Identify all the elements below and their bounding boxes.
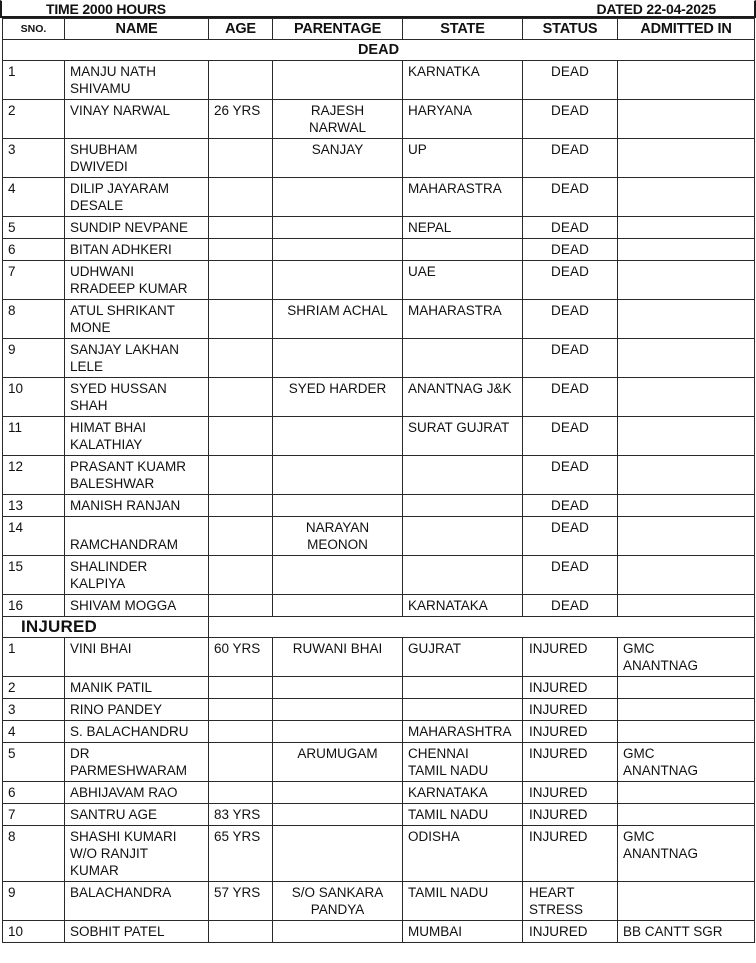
cell-age: 83 YRS (209, 804, 273, 826)
injured-rows-body (3, 638, 755, 943)
cell-sno: 1 (3, 61, 65, 100)
table-row (3, 139, 755, 178)
dead-section (3, 40, 755, 61)
cell-state: UAE (403, 261, 523, 300)
cell-age (209, 178, 273, 217)
cell-status: INJURED (523, 804, 618, 826)
cell-name: ABHIJAVAM RAO (65, 782, 209, 804)
cell-sno: 9 (3, 339, 65, 378)
cell-sno: 6 (3, 239, 65, 261)
table-row (3, 378, 755, 417)
cell-sno: 3 (3, 699, 65, 721)
section-band-injured-label: INJURED (3, 617, 209, 638)
cell-status: INJURED (523, 921, 618, 943)
cell-sno: 14 (3, 517, 65, 556)
table-row (3, 743, 755, 782)
cell-parentage: S/O SANKARA PANDYA (273, 882, 403, 921)
cell-status: INJURED (523, 677, 618, 699)
cell-admitted-in (618, 378, 755, 417)
cell-age (209, 239, 273, 261)
table-row (3, 100, 755, 139)
cell-name: UDHWANI RRADEEP KUMAR (65, 261, 209, 300)
cell-name: PRASANT KUAMR BALESHWAR (65, 456, 209, 495)
cell-age (209, 300, 273, 339)
cell-name: VINI BHAI (65, 638, 209, 677)
cell-age (209, 261, 273, 300)
cell-parentage: ARUMUGAM (273, 743, 403, 782)
cell-state (403, 339, 523, 378)
cell-sno: 1 (3, 638, 65, 677)
cell-parentage: RUWANI BHAI (273, 638, 403, 677)
cell-state: TAMIL NADU (403, 804, 523, 826)
cell-sno: 2 (3, 677, 65, 699)
cell-admitted-in (618, 417, 755, 456)
cell-admitted-in (618, 556, 755, 595)
column-header-admitted-in: ADMITTED IN (618, 19, 755, 40)
cell-sno: 3 (3, 139, 65, 178)
cell-status: DEAD (523, 239, 618, 261)
injured-section (3, 617, 755, 638)
cell-parentage (273, 699, 403, 721)
cell-state: ODISHA (403, 826, 523, 882)
cell-admitted-in (618, 61, 755, 100)
cell-state: MAHARASTRA (403, 300, 523, 339)
cell-name: ATUL SHRIKANT MONE (65, 300, 209, 339)
cell-sno: 8 (3, 826, 65, 882)
cell-sno: 2 (3, 100, 65, 139)
cell-name: SHASHI KUMARI W/O RANJIT KUMAR (65, 826, 209, 882)
cell-admitted-in (618, 804, 755, 826)
cell-name: SANTRU AGE (65, 804, 209, 826)
cell-age (209, 139, 273, 178)
cell-name: RAMCHANDRAM (65, 517, 209, 556)
cell-admitted-in (618, 517, 755, 556)
cell-age (209, 456, 273, 495)
cell-status: DEAD (523, 61, 618, 100)
cell-parentage (273, 339, 403, 378)
cell-status: DEAD (523, 556, 618, 595)
cell-age (209, 417, 273, 456)
cell-state (403, 239, 523, 261)
cell-age: 26 YRS (209, 100, 273, 139)
cell-admitted-in (618, 139, 755, 178)
cell-status: DEAD (523, 456, 618, 495)
cell-parentage (273, 417, 403, 456)
cell-name: BITAN ADHKERI (65, 239, 209, 261)
cell-state: UP (403, 139, 523, 178)
cell-status: DEAD (523, 217, 618, 239)
table-row (3, 456, 755, 495)
cell-status: INJURED (523, 826, 618, 882)
table-row (3, 339, 755, 378)
cell-parentage (273, 721, 403, 743)
table-row (3, 699, 755, 721)
cell-name: MANIK PATIL (65, 677, 209, 699)
cell-parentage: SANJAY (273, 139, 403, 178)
cell-name: SHIVAM MOGGA (65, 595, 209, 617)
cell-admitted-in (618, 677, 755, 699)
cell-state (403, 699, 523, 721)
cell-age (209, 217, 273, 239)
cell-parentage (273, 782, 403, 804)
cell-age (209, 556, 273, 595)
cell-age (209, 721, 273, 743)
cell-state: NEPAL (403, 217, 523, 239)
cell-admitted-in: GMC ANANTNAG (618, 638, 755, 677)
cell-status: DEAD (523, 261, 618, 300)
cell-name: MANJU NATH SHIVAMU (65, 61, 209, 100)
cell-state: ANANTNAG J&K (403, 378, 523, 417)
section-band-injured-filler (209, 617, 755, 638)
cell-status: DEAD (523, 339, 618, 378)
cell-age: 60 YRS (209, 638, 273, 677)
cell-status: INJURED (523, 721, 618, 743)
table-row (3, 921, 755, 943)
cell-name: HIMAT BHAI KALATHIAY (65, 417, 209, 456)
cell-admitted-in (618, 699, 755, 721)
cell-state (403, 517, 523, 556)
table-row (3, 556, 755, 595)
cell-state (403, 495, 523, 517)
table-row (3, 300, 755, 339)
cell-parentage (273, 456, 403, 495)
cell-admitted-in (618, 261, 755, 300)
cell-state: KARNATAKA (403, 595, 523, 617)
cell-sno: 7 (3, 261, 65, 300)
cell-sno: 12 (3, 456, 65, 495)
cell-status: INJURED (523, 699, 618, 721)
time-label: TIME 2000 HOURS (46, 0, 166, 17)
column-header-sno: SNO. (3, 19, 65, 40)
cell-status: INJURED (523, 782, 618, 804)
column-header-state: STATE (403, 19, 523, 40)
cell-name: DILIP JAYARAM DESALE (65, 178, 209, 217)
cell-age (209, 782, 273, 804)
cell-parentage (273, 826, 403, 882)
cell-admitted-in (618, 882, 755, 921)
cell-admitted-in (618, 178, 755, 217)
table-row (3, 595, 755, 617)
cell-parentage (273, 495, 403, 517)
cell-state: MAHARASTRA (403, 178, 523, 217)
cell-status: INJURED (523, 638, 618, 677)
table-row (3, 61, 755, 100)
cell-sno: 16 (3, 595, 65, 617)
table-row (3, 217, 755, 239)
cell-status: DEAD (523, 100, 618, 139)
column-header-age: AGE (209, 19, 273, 40)
cell-status: DEAD (523, 378, 618, 417)
dated-label: DATED 22-04-2025 (596, 0, 716, 17)
cell-status: DEAD (523, 417, 618, 456)
cell-parentage (273, 556, 403, 595)
cell-parentage (273, 804, 403, 826)
cell-status: INJURED (523, 743, 618, 782)
cell-sno: 13 (3, 495, 65, 517)
cell-sno: 11 (3, 417, 65, 456)
cell-admitted-in (618, 782, 755, 804)
cell-admitted-in: BB CANTT SGR (618, 921, 755, 943)
cell-age: 57 YRS (209, 882, 273, 921)
cell-sno: 4 (3, 178, 65, 217)
cell-sno: 7 (3, 804, 65, 826)
cell-name: BALACHANDRA (65, 882, 209, 921)
cell-name: SHALINDER KALPIYA (65, 556, 209, 595)
cell-state (403, 556, 523, 595)
cell-name: MANISH RANJAN (65, 495, 209, 517)
cell-sno: 15 (3, 556, 65, 595)
cell-parentage (273, 61, 403, 100)
cell-admitted-in (618, 300, 755, 339)
cell-sno: 5 (3, 743, 65, 782)
table-row (3, 638, 755, 677)
cell-age (209, 339, 273, 378)
table-row (3, 782, 755, 804)
table-row (3, 239, 755, 261)
cell-status: DEAD (523, 595, 618, 617)
cell-age (209, 61, 273, 100)
cell-age (209, 495, 273, 517)
cell-admitted-in (618, 721, 755, 743)
cell-parentage (273, 261, 403, 300)
section-band-injured (3, 617, 755, 638)
cell-name: SYED HUSSAN SHAH (65, 378, 209, 417)
cell-name: DR PARMESHWARAM (65, 743, 209, 782)
cell-age (209, 517, 273, 556)
cell-state: TAMIL NADU (403, 882, 523, 921)
cell-admitted-in (618, 100, 755, 139)
cell-age (209, 743, 273, 782)
cell-parentage (273, 178, 403, 217)
cell-admitted-in (618, 239, 755, 261)
cell-state (403, 456, 523, 495)
column-header-name: NAME (65, 19, 209, 40)
cell-name: SHUBHAM DWIVEDI (65, 139, 209, 178)
cell-state (403, 677, 523, 699)
cell-admitted-in (618, 339, 755, 378)
cell-admitted-in (618, 495, 755, 517)
cell-age: 65 YRS (209, 826, 273, 882)
cell-sno: 10 (3, 921, 65, 943)
cell-admitted-in: GMC ANANTNAG (618, 826, 755, 882)
dead-rows-body (3, 61, 755, 617)
table-row (3, 178, 755, 217)
cell-state: CHENNAI TAMIL NADU (403, 743, 523, 782)
table-row (3, 261, 755, 300)
cell-age (209, 378, 273, 417)
cell-status: DEAD (523, 178, 618, 217)
cell-name: SANJAY LAKHAN LELE (65, 339, 209, 378)
cell-parentage: NARAYAN MEONON (273, 517, 403, 556)
cell-name: SOBHIT PATEL (65, 921, 209, 943)
table-row (3, 495, 755, 517)
cell-state: KARNATAKA (403, 782, 523, 804)
cell-admitted-in (618, 595, 755, 617)
column-header-parentage: PARENTAGE (273, 19, 403, 40)
table-row (3, 721, 755, 743)
cell-admitted-in (618, 456, 755, 495)
cell-parentage (273, 595, 403, 617)
section-band-dead-label: DEAD (3, 40, 755, 61)
table-row (3, 804, 755, 826)
cell-sno: 10 (3, 378, 65, 417)
table-row (3, 882, 755, 921)
column-header-status: STATUS (523, 19, 618, 40)
cell-sno: 4 (3, 721, 65, 743)
cell-status: HEART STRESS (523, 882, 618, 921)
cell-state: SURAT GUJRAT (403, 417, 523, 456)
cell-sno: 9 (3, 882, 65, 921)
cell-parentage (273, 677, 403, 699)
cell-age (209, 699, 273, 721)
cell-state: GUJRAT (403, 638, 523, 677)
cell-admitted-in (618, 217, 755, 239)
table-header (3, 19, 755, 40)
cell-admitted-in: GMC ANANTNAG (618, 743, 755, 782)
cell-name: RINO PANDEY (65, 699, 209, 721)
cell-parentage (273, 921, 403, 943)
cell-name: VINAY NARWAL (65, 100, 209, 139)
cell-sno: 5 (3, 217, 65, 239)
cell-name: S. BALACHANDRU (65, 721, 209, 743)
column-header-row (3, 19, 755, 40)
cell-parentage (273, 239, 403, 261)
cell-parentage (273, 217, 403, 239)
section-band-dead (3, 40, 755, 61)
table-row (3, 517, 755, 556)
document-title-bar (0, 0, 756, 18)
cell-state: HARYANA (403, 100, 523, 139)
cell-parentage: SHRIAM ACHAL (273, 300, 403, 339)
cell-parentage: SYED HARDER (273, 378, 403, 417)
cell-name: SUNDIP NEVPANE (65, 217, 209, 239)
casualty-table (2, 18, 755, 943)
cell-age (209, 677, 273, 699)
cell-state: MAHARASHTRA (403, 721, 523, 743)
cell-sno: 6 (3, 782, 65, 804)
cell-state: KARNATKA (403, 61, 523, 100)
cell-status: DEAD (523, 517, 618, 556)
cell-age (209, 921, 273, 943)
table-row (3, 677, 755, 699)
cell-status: DEAD (523, 139, 618, 178)
cell-status: DEAD (523, 495, 618, 517)
table-row (3, 826, 755, 882)
cell-status: DEAD (523, 300, 618, 339)
cell-state: MUMBAI (403, 921, 523, 943)
cell-age (209, 595, 273, 617)
table-row (3, 417, 755, 456)
cell-parentage: RAJESH NARWAL (273, 100, 403, 139)
cell-sno: 8 (3, 300, 65, 339)
